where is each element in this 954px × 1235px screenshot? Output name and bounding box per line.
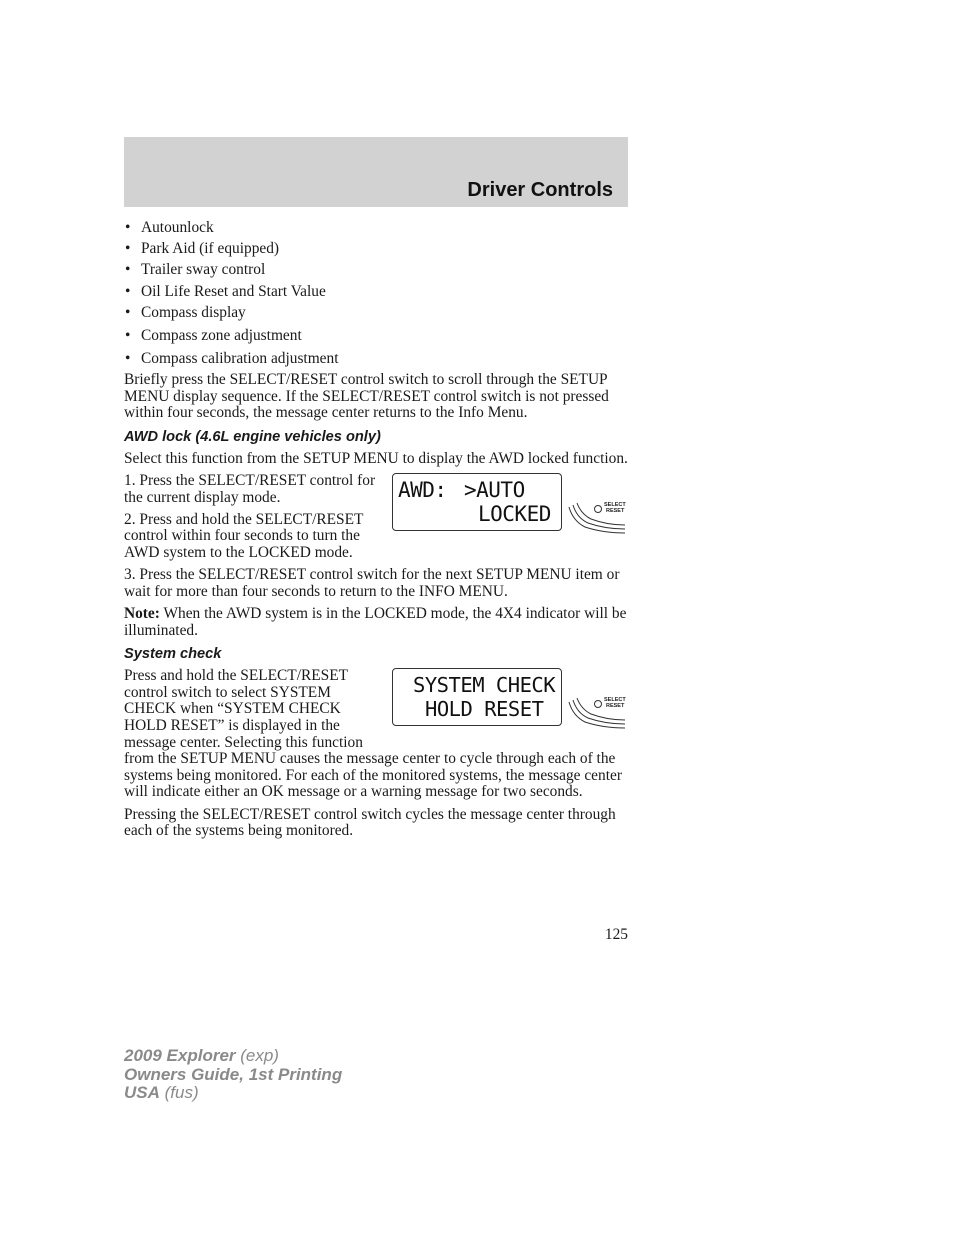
system-check-figure (392, 668, 628, 736)
awd-paragraph: Select this function from the SETUP MENU to display the AWD locked function. (124, 449, 628, 467)
footer (124, 1047, 342, 1103)
system-check-heading: System check (124, 646, 222, 663)
awd-display-line2: LOCKED (478, 502, 551, 527)
knob-label-select: SELECT (604, 502, 626, 509)
system-check-display-line2: HOLD RESET (425, 697, 544, 722)
awd-message-display (392, 473, 562, 531)
knob-label-select: SELECT (604, 697, 626, 704)
system-check-paragraph-2: Pressing the SELECT/RESET control switch cycles the message center through each of the systems being monitored. (124, 805, 616, 840)
awd-note (124, 606, 628, 639)
awd-step-1: 1. Press the SELECT/RESET control for the current display mode. (124, 472, 376, 506)
setup-menu-list (124, 220, 628, 368)
intro-paragraph: Briefly press the SELECT/RESET control switch to scroll through the SETUP MENU display sequence. If the SELECT/RESET control switch is not pressed within four seconds, the message center returns to the Info Menu. (124, 371, 609, 422)
awd-steps-text (124, 473, 378, 567)
awd-step-3: 3. Press the SELECT/RESET control switch for the next SETUP MENU item or wait for more than four seconds to return to the INFO MENU. (124, 566, 620, 600)
footer-market: USA (124, 1083, 160, 1102)
footer-market-code: (fus) (159, 1083, 199, 1102)
awd-display-line1: >AUTO (464, 478, 525, 503)
system-check-message-display (392, 668, 562, 726)
footer-line-2 (124, 1066, 342, 1085)
note-label: Note: (124, 605, 160, 623)
footer-line-3 (124, 1084, 342, 1103)
system-check-display-line1: SYSTEM CHECK (413, 673, 556, 698)
section-title: Driver Controls (467, 179, 613, 201)
footer-model: 2009 Explorer (124, 1046, 236, 1065)
awd-display-figure (392, 473, 628, 541)
system-check-display-wrap (392, 668, 628, 736)
select-reset-knob-icon (567, 501, 629, 541)
list-item: • Autounlock (124, 220, 628, 237)
awd-step-2: 2. Press and hold the SELECT/RESET control within four seconds to turn the AWD system to the LOCKED mode. (124, 510, 364, 562)
awd-steps-block (124, 473, 628, 567)
list-item: • Trailer sway control (124, 262, 628, 279)
list-item: • Park Aid (if equipped) (124, 241, 628, 258)
note-text: When the AWD system is in the LOCKED mode, the 4X4 indicator will be illuminated. (124, 605, 627, 639)
select-reset-knob-icon (567, 696, 629, 736)
footer-printing: Owners Guide, 1st Printing (124, 1064, 343, 1084)
knob-label-reset: RESET (606, 508, 625, 515)
list-item: • Compass display (124, 305, 628, 322)
footer-model-code: (exp) (235, 1046, 279, 1065)
knob-label-reset: RESET (606, 703, 625, 710)
list-item: • Compass zone adjustment (124, 328, 628, 345)
page-number: 125 (604, 926, 628, 943)
system-check-block (124, 668, 628, 801)
list-item: • Compass calibration adjustment (124, 351, 628, 368)
footer-line-1 (124, 1047, 342, 1066)
awd-heading: AWD lock (4.6L engine vehicles only) (124, 428, 381, 445)
list-item: • Oil Life Reset and Start Value (124, 284, 628, 301)
header-band (124, 137, 628, 207)
system-check-paragraph: Press and hold the SELECT/RESET control switch to select SYSTEM CHECK when “SYSTEM CHECK HOLD RESET” is displayed in the message center. Selecting this function from the SETUP MENU causes the message center to cycle through each of the systems being monitored. For each of the monitored systems, the message center will indicate either an OK message or a warning message for two seconds. (124, 667, 622, 801)
page-content (124, 220, 628, 845)
awd-display-label: AWD: (398, 478, 447, 503)
